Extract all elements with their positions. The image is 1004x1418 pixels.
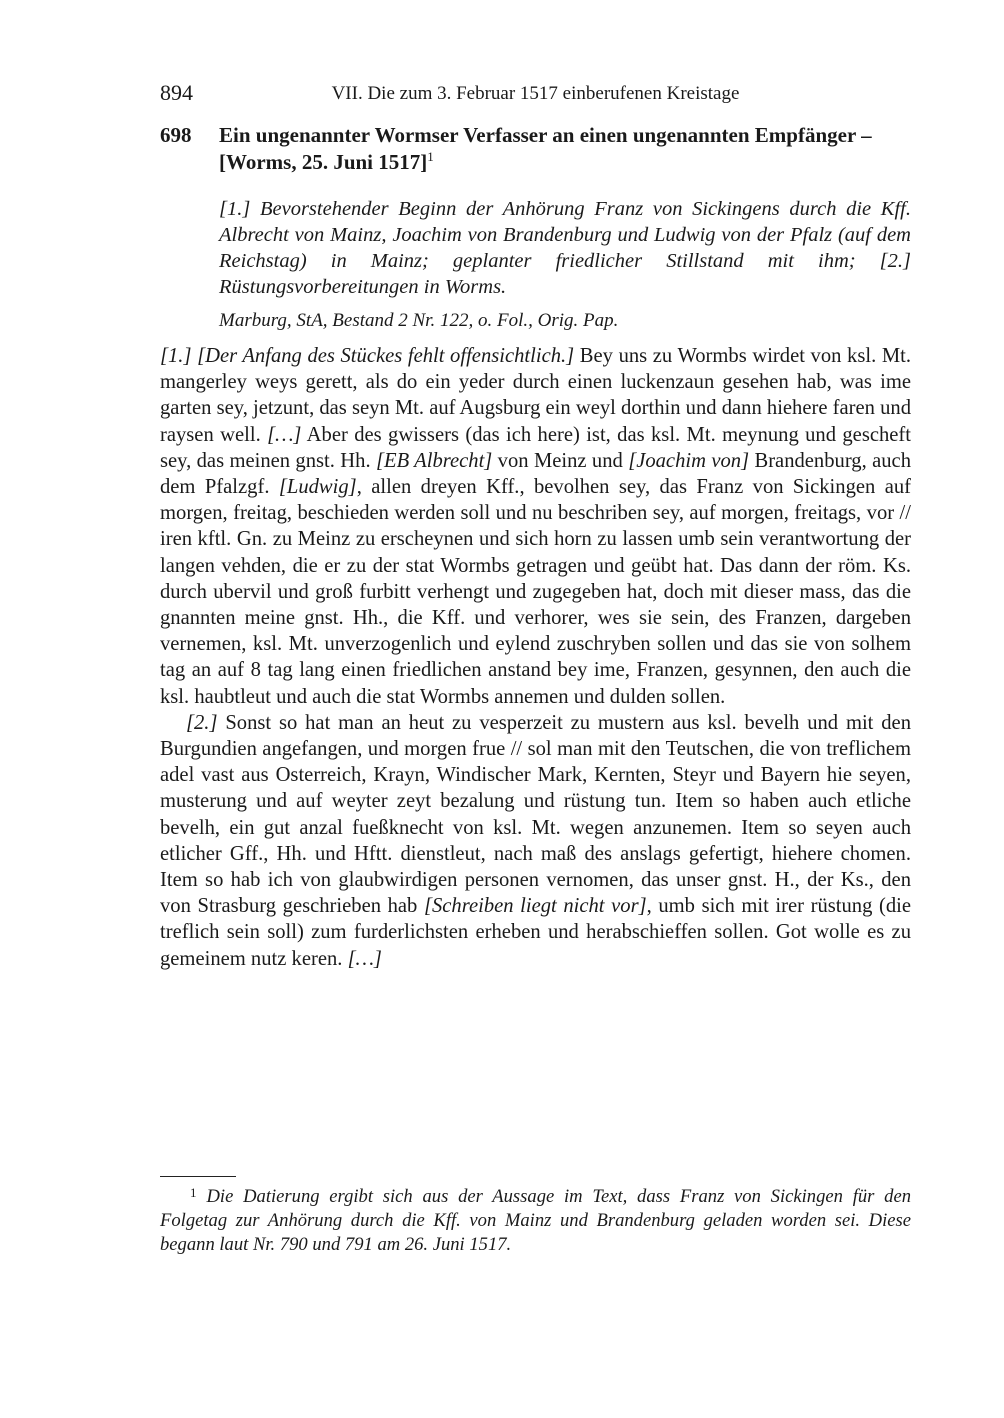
editorial-insertion: [Schreiben liegt nicht vor]	[423, 895, 647, 918]
text-segment: Brandenburg, auch dem Pfalzgf.	[160, 449, 911, 499]
text-segment: Bey uns zu Wormbs wirdet von ksl. Mt. mangerley weys gerett, als do ein yeder durch einen luckenzaun gesehen hab, was ime garten sey, jetzunt, das seyn Mt. auf Augsburg ein weyl dorthin und dann hiehere faren und raysen well.	[160, 345, 912, 446]
text-segment: , allen dreyen Kff., bevolhen sey, das Franz von Sickingen auf morgen, freitag, beschieden werden soll und nu beschriben sey, auf morgen, freitags, vor // iren kftl. Gn. zu Meinz zu erscheynen und sich horn zu lassen umb sein verantwortung der langen vehden, die er zu der stat Wormbs getragen und geübt hat. Das dann der röm. Ks. durch ubervil und groß furbitt verhengt und zugegeben hat, doch mit dieser mass, das die gnannten meine gnst. Hh., die Kff. und verhorer, wes sie sein, des Franzen, dargeben vernemen, ksl. Mt. unverzogenlich und eylend zuschryben sollen und das sie von solhem tag an auf 8 tag lang einen friedlichen anstand bey ime, Franzen, gesynnen, den auch die ksl. haubtleut und auch die stat Wormbs annemen und dulden sollen.	[160, 476, 911, 708]
document-title	[219, 122, 911, 176]
paragraph-1	[160, 343, 911, 710]
footnote-rule	[160, 1176, 236, 1177]
footnote-reference[interactable]: 1	[427, 149, 434, 164]
editorial-insertion: […]	[347, 947, 382, 970]
paragraph-2	[160, 710, 911, 972]
main-text	[160, 343, 911, 972]
text-segment: Sonst so hat man an heut zu vesperzeit zu mustern aus ksl. bevelh und mit den Burgundien angefangen, und morgen frue // sol man mit den Teutschen, die von treflichem adel vast aus Osterreich, Krayn, Windischer Mark, Kernten, Steyr und Bayern hie seyen, musterung und auf weyter zeyt bezalung und rüstung tun. Item so haben auch etliche bevelh, ein gut anzal fueßknecht von ksl. Mt. wegen anzunemen. Item so seyen auch etlicher Gff., Hh. und Hftt. dienstleut, nach maß des anslags gefertigt, hiehere chomen. Item so hab ich von glaubwirdigen personen vernomen, das unser gnst. H., der Ks., den von Strasburg geschrieben hab	[160, 711, 911, 918]
footnote-1	[160, 1181, 911, 1257]
editorial-insertion: [1.] [Der Anfang des Stückes fehlt offensichtlich.]	[160, 345, 575, 367]
document-title-text: Ein ungenannter Wormser Verfasser an einen ungenannten Empfänger – [Worms, 25. Juni 1517]	[219, 123, 872, 174]
editorial-insertion: [Ludwig]	[278, 476, 357, 499]
text-segment: Aber des gwissers (das ich here) ist, das ksl. Mt. meynung und gescheft sey, das meinen gnst. Hh.	[160, 423, 911, 472]
source-note: Marburg, StA, Bestand 2 Nr. 122, o. Fol., Orig. Pap.	[219, 310, 619, 331]
page-number: 894	[160, 80, 193, 105]
text-segment: , umb sich mit irer rüstung (die treflich sein soll) zum furderlichsten erheben und herabschieffen sollen. Got wolle es zu gemeinem nutz keren.	[160, 895, 911, 970]
document-number: 698	[160, 123, 192, 147]
text-segment: von Meinz und	[492, 449, 629, 472]
footnote-text: Die Datierung ergibt sich aus der Aussage im Text, dass Franz von Sickingen für den Folgetag zur Anhörung durch die Kff. von Mainz und Brandenburg geladen worden sei. Diese begann laut Nr. 790 und 791 am 26. Juni 1517.	[160, 1186, 911, 1255]
editorial-insertion: [EB Albrecht]	[375, 449, 493, 472]
editorial-insertion: [2.]	[186, 711, 218, 734]
editorial-insertion: […]	[267, 423, 302, 446]
footnote-mark: 1	[190, 1185, 197, 1200]
regest: [1.] Bevorstehender Beginn der Anhörung Franz von Sickingens durch die Kff. Albrecht von Mainz, Joachim von Brandenburg und Ludwig von der Pfalz (auf dem Reichstag) in Mainz; geplanter friedlicher Stillstand mit ihm; [2.] Rüstungsvorbereitungen in Worms.	[219, 198, 911, 298]
editorial-insertion: [Joachim von]	[628, 449, 750, 472]
running-head: VII. Die zum 3. Februar 1517 einberufenen Kreistage	[331, 83, 740, 104]
